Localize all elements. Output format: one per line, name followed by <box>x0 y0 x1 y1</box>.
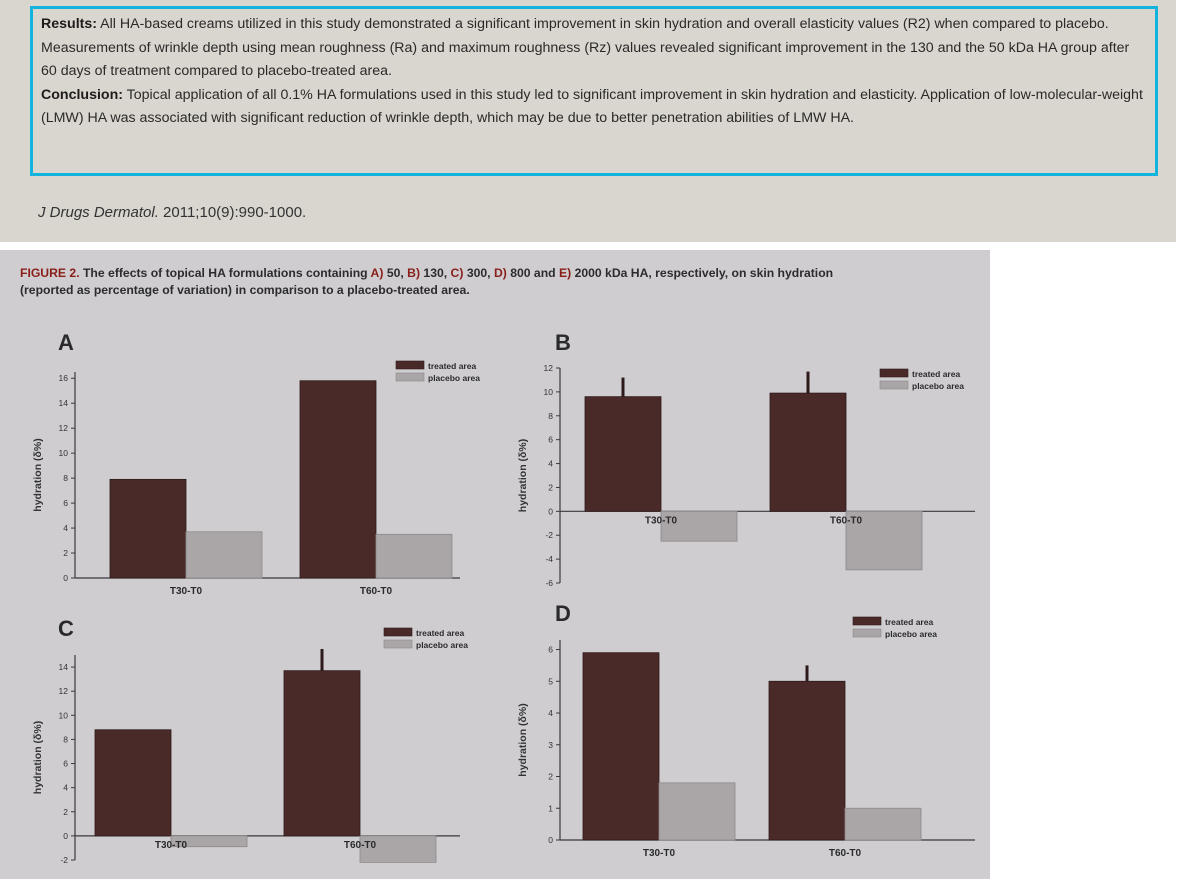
panel-c-category-label: T30-T0 <box>154 839 188 851</box>
caption-e-text: 2000 kDa HA, respectively, on skin hydration <box>574 266 834 280</box>
panel-d-y-tick-label: 2 <box>548 771 553 782</box>
panel-b-y-tick-label: -4 <box>545 554 553 565</box>
caption-a-text: 50, <box>386 266 404 280</box>
panel-a-y-tick-label: 4 <box>63 523 68 534</box>
panel-a-y-axis-title: hydration (δ%) <box>32 438 44 512</box>
panel-b-legend-swatch-treated <box>880 369 908 377</box>
panel-c-legend-swatch-treated <box>384 628 412 636</box>
panel-a-legend-label: treated area <box>428 361 477 371</box>
panel-c-legend-label: placebo area <box>416 640 468 650</box>
panel-a-y-tick-label: 8 <box>63 473 68 484</box>
caption-e: E) <box>558 266 572 280</box>
panel-b-y-tick-label: 10 <box>543 386 553 397</box>
panel-b-legend-swatch-placebo <box>880 381 908 389</box>
results-text: All HA-based creams utilized in this study demonstrated a significant improvement in skin hydration and overall elasticity values (R2) when compared to placebo. Measurements of wrinkle depth using mean roughness (Ra) and maximum roughness (Rz) values revealed significant improvement in the 130 and the 50 kDa HA group after 60 days of treatment compared to placebo-treated area. <box>41 16 1130 79</box>
panel-c-y-tick-label: 6 <box>63 758 68 769</box>
panel-d-y-axis-title: hydration (δ%) <box>517 703 529 777</box>
panel-d-bar-placebo <box>659 783 735 840</box>
panel-a-category-label: T30-T0 <box>169 586 203 597</box>
panel-a-y-tick-label: 6 <box>63 498 68 509</box>
caption-line2: (reported as percentage of variation) in comparison to a placebo-treated area. <box>20 283 470 297</box>
panel-b-y-tick-label: 6 <box>548 434 553 445</box>
panel-d-bar-treated <box>583 653 659 840</box>
panel-d-y-tick-label: 6 <box>548 644 553 655</box>
panel-d-y-tick-label: 1 <box>548 803 553 814</box>
panel-a-y-tick-label: 16 <box>58 373 68 384</box>
panel-d-legend-label: placebo area <box>885 629 937 639</box>
panel-c-bar-treated <box>95 730 171 836</box>
panel-d-y-tick-label: 4 <box>548 708 553 719</box>
panel-b-y-tick-label: 12 <box>543 363 553 373</box>
caption-b-text: 130, <box>423 266 448 280</box>
caption-c-text: 300, <box>466 266 491 280</box>
panel-b-y-axis-title: hydration (δ%) <box>517 438 529 513</box>
citation-details: 2011;10(9):990-1000. <box>163 204 307 221</box>
panel-a-y-tick-label: 0 <box>63 573 68 583</box>
panel-c-y-tick-label: 0 <box>63 830 68 841</box>
panel-d-bar-placebo <box>845 808 921 840</box>
panel-a-bar-treated <box>300 381 376 578</box>
panel-d-legend-swatch-placebo <box>853 629 881 637</box>
conclusion-text: Topical application of all 0.1% HA formulations used in this study led to significant improvement in skin hydration and elasticity. Application of low-molecular-weight (LMW) HA was associated with significant reduction of wrinkle depth, which may be due to better penetration abilities of LMW HA. <box>41 86 1143 126</box>
caption-d: D) <box>493 266 507 280</box>
panel-c-y-tick-label: 2 <box>63 806 68 817</box>
panel-c-y-axis-title: hydration (δ%) <box>32 720 44 795</box>
panel-c-y-tick-label: 4 <box>63 782 68 793</box>
panel-a-bar-treated <box>110 479 186 578</box>
panel-c-category-label: T60-T0 <box>343 839 377 851</box>
panel-c-label: C <box>58 616 74 641</box>
panel-c-y-tick-label: 14 <box>58 662 68 673</box>
panel-a-bar-placebo <box>376 534 452 578</box>
panel-c-y-tick-label: 10 <box>58 710 68 721</box>
panel-c-bar-treated <box>284 671 360 836</box>
panel-c-legend-swatch-placebo <box>384 640 412 648</box>
panel-a-legend-swatch-treated <box>396 361 424 369</box>
panel-b-bar-treated <box>585 397 661 512</box>
caption-b: B) <box>407 266 421 280</box>
citation-journal: J Drugs Dermatol. <box>38 204 159 221</box>
panel-b-bar-treated <box>770 393 846 511</box>
panel-a-legend-swatch-placebo <box>396 373 424 381</box>
panel-c-y-tick-label: 12 <box>58 686 68 697</box>
caption-d-text: 800 and <box>510 266 556 280</box>
panel-c-y-tick-label: -2 <box>60 855 68 865</box>
panel-a-y-tick-label: 2 <box>63 548 68 559</box>
panel-d-legend-label: treated area <box>885 617 934 627</box>
panel-b-y-tick-label: 0 <box>548 506 553 517</box>
caption-a: A) <box>370 266 384 280</box>
results-label: Results: <box>41 16 97 32</box>
panel-c-y-tick-label: 8 <box>63 734 68 745</box>
caption-c: C) <box>450 266 464 280</box>
panel-a-label: A <box>58 330 74 355</box>
panel-a-y-tick-label: 10 <box>58 448 68 459</box>
conclusion-label: Conclusion: <box>41 86 123 103</box>
panel-a-category-label: T60-T0 <box>359 586 393 597</box>
panel-b-y-tick-label: 8 <box>548 410 553 421</box>
panel-d-category-label: T60-T0 <box>828 848 862 859</box>
panel-b-legend-label: treated area <box>912 369 961 379</box>
panel-a-y-tick-label: 14 <box>58 398 68 409</box>
caption-part1: The effects of topical HA formulations containing <box>82 266 368 280</box>
panel-d-label: D <box>555 601 571 626</box>
panel-b-y-tick-label: 2 <box>548 482 553 493</box>
panel-d-y-tick-label: 3 <box>548 739 553 750</box>
panel-d-category-label: T30-T0 <box>642 848 676 859</box>
panel-d-bar-treated <box>769 681 845 840</box>
panel-b-y-tick-label: 4 <box>548 458 553 469</box>
panel-d-y-tick-label: 5 <box>548 676 553 687</box>
panel-a-y-tick-label: 12 <box>58 423 68 434</box>
panel-c-legend-label: treated area <box>416 628 465 638</box>
panel-b-y-tick-label: -2 <box>545 530 553 541</box>
panel-b-label: B <box>555 330 571 355</box>
panel-a-bar-placebo <box>186 532 262 578</box>
panel-b-category-label: T30-T0 <box>644 515 678 527</box>
panel-a-legend-label: placebo area <box>428 373 480 383</box>
panel-b-legend-label: placebo area <box>912 381 964 391</box>
panel-d-y-tick-label: 0 <box>548 835 553 845</box>
panel-b-category-label: T60-T0 <box>829 515 863 527</box>
figure-label: FIGURE 2. <box>20 266 80 280</box>
panel-b-y-tick-label: -6 <box>545 578 553 588</box>
panel-d-legend-swatch-treated <box>853 617 881 625</box>
